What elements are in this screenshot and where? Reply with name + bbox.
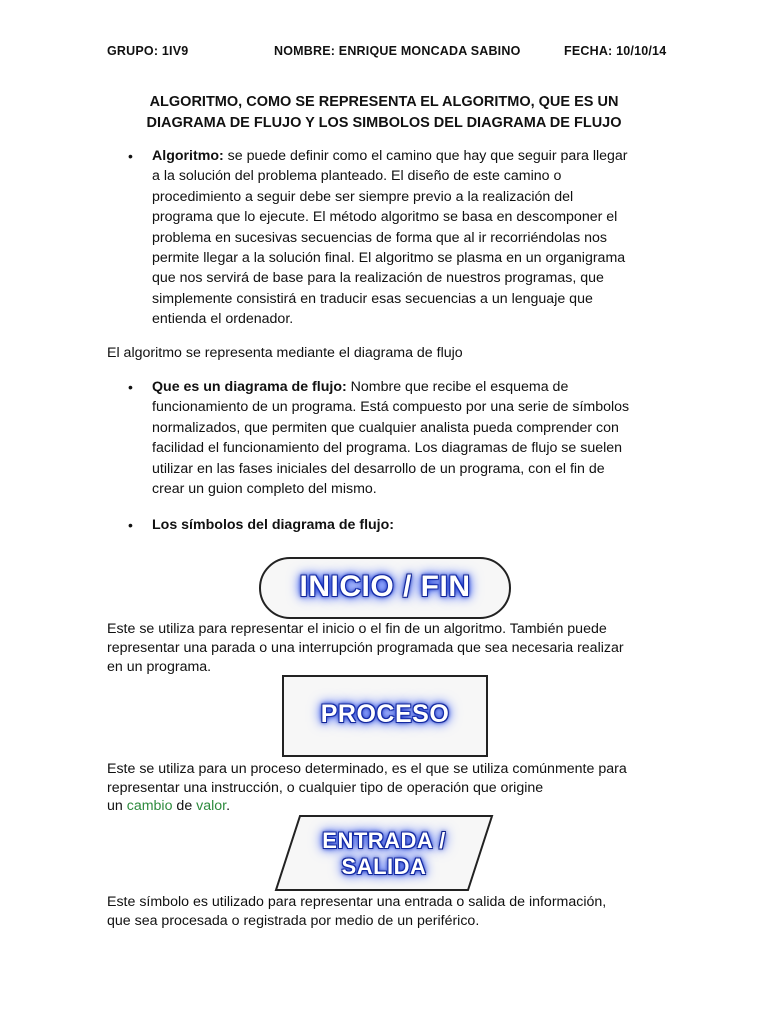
inicio-fin-description <box>107 620 667 677</box>
document-title <box>96 92 672 134</box>
text-line: Nombre que recibe el esquema de <box>346 379 569 395</box>
simbolos-heading: Los símbolos del diagrama de flujo: <box>152 517 395 533</box>
representation-text: El algoritmo se representa mediante el diagrama de flujo <box>107 345 463 361</box>
text-line: normalizados, que permiten que cualquier analista pueda comprender con <box>152 419 619 436</box>
algoritmo-term: Algoritmo: <box>152 148 224 164</box>
title-line: DIAGRAMA DE FLUJO Y LOS SIMBOLOS DEL DIAGRAMA DE FLUJO <box>146 115 622 131</box>
text-line: a la solución del problema planteado. El diseño de este camino o <box>152 168 562 185</box>
text-line: procedimiento a seguir debe ser siempre previo a la realización del <box>152 188 574 205</box>
entrada-salida-description <box>107 893 667 931</box>
text-line: entienda el ordenador. <box>152 311 294 328</box>
text-line: programa que lo ejecute. El método algoritmo se basa en descomponer el <box>152 209 618 226</box>
entrada-salida-label <box>272 828 496 880</box>
group-label: GRUPO: 1IV9 <box>107 44 189 58</box>
bullet-marker: • <box>128 379 133 395</box>
proceso-description <box>107 760 677 816</box>
text-fragment: . <box>226 798 231 814</box>
text-fragment: un <box>107 798 127 814</box>
proceso-symbol <box>281 674 489 758</box>
text-line: que nos servirá de base para la realización de nuestros programas, que <box>152 270 604 287</box>
text-line: Este se utiliza para representar el inicio o el fin de un algoritmo. También puede <box>107 621 607 637</box>
text-line: Este se utiliza para un proceso determinado, es el que se utiliza comúnmente para <box>107 761 627 777</box>
inicio-fin-label: INICIO / FIN <box>299 570 471 603</box>
text-line: funcionamiento de un programa. Está compuesto por una serie de símbolos <box>152 399 630 416</box>
text-line: crear un guion completo del mismo. <box>152 481 377 498</box>
text-line: que sea procesada o registrada por medio de un periférico. <box>107 913 480 929</box>
label-line: SALIDA <box>341 854 427 879</box>
name-label: NOMBRE: ENRIQUE MONCADA SABINO <box>274 44 521 58</box>
text-line: simplemente consistirá en traducir esas secuencias a un lenguaje que <box>152 290 593 307</box>
text-line: representar una instrucción, o cualquier tipo de operación que origine <box>107 779 544 796</box>
cambio-link[interactable]: cambio <box>126 798 173 814</box>
text-line: Este símbolo es utilizado para representar una entrada o salida de información, <box>107 894 607 910</box>
proceso-label: PROCESO <box>320 700 450 728</box>
date-label: FECHA: 10/10/14 <box>564 44 667 58</box>
diagrama-definition <box>152 377 682 499</box>
title-line: ALGORITMO, COMO SE REPRESENTA EL ALGORITMO, QUE ES UN <box>149 94 619 110</box>
text-line: facilidad el funcionamiento del programa. Los diagramas de flujo se suelen <box>152 440 623 457</box>
diagrama-term: Que es un diagrama de flujo: <box>152 379 347 395</box>
document-header <box>107 44 668 64</box>
text-line: utilizar en las fases iniciales del desarrollo de un programa, con el fin de <box>152 460 605 477</box>
bullet-marker: • <box>128 517 133 533</box>
text-line: representar una parada o una interrupción programada que sea necesaria realizar <box>107 640 624 656</box>
text-line: en un programa. <box>107 659 212 675</box>
algoritmo-definition <box>152 146 682 330</box>
text-line: problema en sucesivas secuencias de forma que al ir recorriéndolas nos <box>152 229 608 246</box>
text-line: se puede definir como el camino que hay que seguir para llegar <box>223 148 628 164</box>
label-line: ENTRADA / <box>322 828 446 853</box>
bullet-marker: • <box>128 148 133 164</box>
text-line: permite llegar a la solución final. El algoritmo se plasma en un organigrama <box>152 250 626 267</box>
entrada-salida-symbol <box>272 812 496 894</box>
text-fragment: de <box>172 798 197 814</box>
inicio-fin-symbol <box>257 555 513 621</box>
valor-link[interactable]: valor <box>196 798 227 814</box>
